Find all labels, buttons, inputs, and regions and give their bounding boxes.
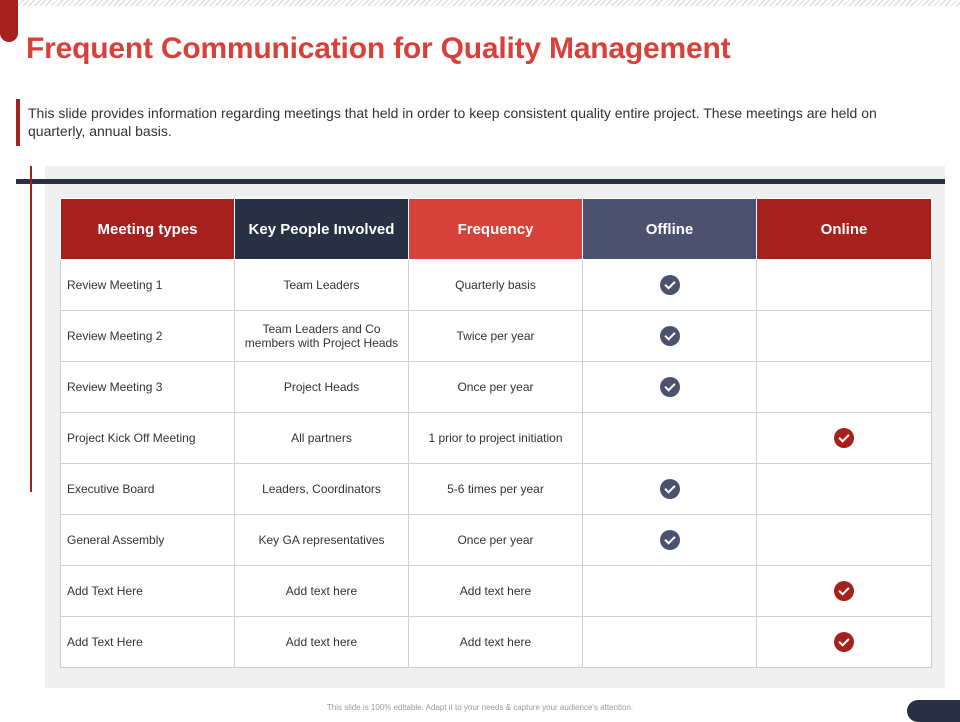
meetings-table [60, 198, 932, 668]
offline-cell [583, 260, 757, 311]
online-cell [757, 362, 932, 413]
offline-cell [583, 515, 757, 566]
meeting-type-cell: Executive Board [61, 464, 235, 515]
key-people-cell: Add text here [235, 566, 409, 617]
key-people-cell: Leaders, Coordinators [235, 464, 409, 515]
online-cell [757, 464, 932, 515]
horizontal-divider [16, 179, 945, 184]
online-cell [757, 566, 932, 617]
frequency-cell: Add text here [409, 566, 583, 617]
top-hatch-border [0, 0, 960, 6]
frequency-cell: Once per year [409, 362, 583, 413]
offline-cell [583, 362, 757, 413]
key-people-cell: Team Leaders [235, 260, 409, 311]
check-circle-icon [834, 428, 854, 448]
meeting-type-cell: General Assembly [61, 515, 235, 566]
vertical-accent-line [30, 166, 32, 492]
meeting-type-cell: Add Text Here [61, 566, 235, 617]
table-row [61, 617, 932, 668]
corner-pill-decoration [907, 700, 960, 722]
check-circle-icon [660, 479, 680, 499]
corner-tab-decoration [0, 0, 18, 42]
frequency-cell: 1 prior to project initiation [409, 413, 583, 464]
key-people-cell: Team Leaders and Co members with Project Heads [235, 311, 409, 362]
offline-cell [583, 413, 757, 464]
table-row [61, 311, 932, 362]
frequency-cell: Quarterly basis [409, 260, 583, 311]
key-people-cell: Key GA representatives [235, 515, 409, 566]
frequency-cell: Twice per year [409, 311, 583, 362]
description-accent-bar [16, 99, 20, 146]
meeting-type-cell: Review Meeting 1 [61, 260, 235, 311]
check-circle-icon [834, 632, 854, 652]
header-meeting-types: Meeting types [61, 199, 235, 260]
check-circle-icon [660, 530, 680, 550]
offline-cell [583, 617, 757, 668]
online-cell [757, 413, 932, 464]
key-people-cell: Add text here [235, 617, 409, 668]
online-cell [757, 311, 932, 362]
offline-cell [583, 566, 757, 617]
key-people-cell: Project Heads [235, 362, 409, 413]
frequency-cell: Once per year [409, 515, 583, 566]
page-title: Frequent Communication for Quality Management [26, 32, 731, 65]
frequency-cell: 5-6 times per year [409, 464, 583, 515]
slide-description: This slide provides information regarding meetings that held in order to keep consistent quality entire project. These meetings are held on quarterly, annual basis. [28, 105, 877, 139]
meeting-type-cell: Add Text Here [61, 617, 235, 668]
footer-note: This slide is 100% editable. Adapt it to your needs & capture your audience's attention. [326, 703, 634, 712]
meeting-type-cell: Review Meeting 2 [61, 311, 235, 362]
table-header-row [61, 199, 932, 260]
check-circle-icon [660, 326, 680, 346]
table-row [61, 260, 932, 311]
check-circle-icon [660, 377, 680, 397]
offline-cell [583, 311, 757, 362]
check-circle-icon [660, 275, 680, 295]
meeting-type-cell: Project Kick Off Meeting [61, 413, 235, 464]
header-frequency: Frequency [409, 199, 583, 260]
table-row [61, 413, 932, 464]
frequency-cell: Add text here [409, 617, 583, 668]
table-row [61, 515, 932, 566]
key-people-cell: All partners [235, 413, 409, 464]
offline-cell [583, 464, 757, 515]
meeting-type-cell: Review Meeting 3 [61, 362, 235, 413]
table-row [61, 362, 932, 413]
online-cell [757, 260, 932, 311]
header-offline: Offline [583, 199, 757, 260]
table-row [61, 464, 932, 515]
table-row [61, 566, 932, 617]
online-cell [757, 515, 932, 566]
header-key-people: Key People Involved [235, 199, 409, 260]
header-online: Online [757, 199, 932, 260]
check-circle-icon [834, 581, 854, 601]
online-cell [757, 617, 932, 668]
